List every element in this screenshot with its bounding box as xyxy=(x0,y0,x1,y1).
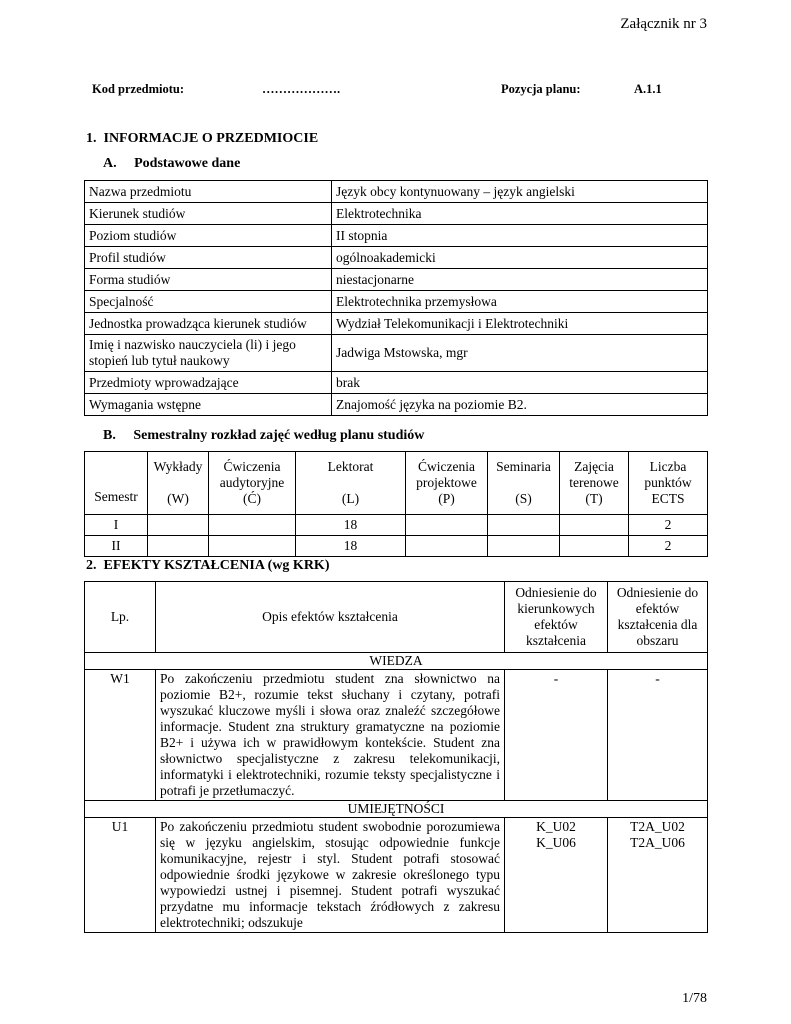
row-label: Profil studiów xyxy=(85,247,332,269)
header-code: (L) xyxy=(341,491,360,506)
header-wyklady xyxy=(148,452,209,515)
obsz-code: T2A_U02 xyxy=(630,819,685,834)
table-header-row xyxy=(85,452,708,515)
row-label: Specjalność xyxy=(85,291,332,313)
table-row xyxy=(85,203,708,225)
table-row xyxy=(85,247,708,269)
cell-w xyxy=(148,536,209,557)
cell-l: 18 xyxy=(296,536,406,557)
header-label: Zajęcia terenowe xyxy=(569,459,619,490)
header-label: Wykłady xyxy=(153,459,203,474)
kod-label: Kod przedmiotu: xyxy=(92,82,185,96)
row-label: Nazwa przedmiotu xyxy=(85,181,332,203)
row-label: Poziom studiów xyxy=(85,225,332,247)
cell-t xyxy=(560,536,629,557)
cell-opis: Po zakończeniu przedmiotu student zna słownictwo na poziomie B2+, rozumie tekst słuchany i czytany, potrafi wyszukać kluczowe myśli i słowa oraz znaleźć szczegółowe informacje. Student zna struktury gramatyczne na poziomie B2+ i używa ich w prawidłowym kontekście. Student zna słownictwo specjalistyczne z zakresu telekomunikacji, informatyki i elektrotechniki, rozumie teksty specjalistyczne i potrafi je przetłumaczyć. xyxy=(156,670,505,801)
cell-l: 18 xyxy=(296,515,406,536)
table-header-row xyxy=(85,582,708,653)
cell-kier xyxy=(505,818,608,933)
cell-ects: 2 xyxy=(629,536,708,557)
header-code: (T) xyxy=(585,491,603,506)
header-label: Ćwiczenia audytoryjne xyxy=(219,459,285,490)
kier-code: K_U02 xyxy=(536,819,576,834)
row-value: Język obcy kontynuowany – język angielski xyxy=(332,181,708,203)
cell-c xyxy=(209,515,296,536)
cell-w xyxy=(148,515,209,536)
header-lp: Lp. xyxy=(85,582,156,653)
cell-semestr: II xyxy=(85,536,148,557)
row-label: Wymagania wstępne xyxy=(85,394,332,416)
header-code: (Ć) xyxy=(243,491,261,506)
cell-c xyxy=(209,536,296,557)
section1-title: 1. INFORMACJE O PRZEDMIOCIE xyxy=(86,131,319,146)
cell-lp: U1 xyxy=(85,818,156,933)
row-label: Przedmioty wprowadzające xyxy=(85,372,332,394)
header-opis: Opis efektów kształcenia xyxy=(156,582,505,653)
attachment-label: Załącznik nr 3 xyxy=(620,16,707,32)
table-row xyxy=(85,291,708,313)
header-code: (S) xyxy=(515,491,532,506)
section1-subA: A. Podstawowe dane xyxy=(103,156,241,171)
obsz-code: T2A_U06 xyxy=(630,835,685,850)
cell-t xyxy=(560,515,629,536)
row-label: Kierunek studiów xyxy=(85,203,332,225)
learning-outcomes-table xyxy=(84,581,708,933)
header-obszar: Odniesienie do efektów kształcenia dla obszaru xyxy=(608,582,708,653)
row-value: Elektrotechnika xyxy=(332,203,708,225)
cell-obsz xyxy=(608,818,708,933)
header-kierunkowe: Odniesienie do kierunkowych efektów kształcenia xyxy=(505,582,608,653)
header-lektorat xyxy=(296,452,406,515)
section-row-umiejetnosci xyxy=(85,801,708,818)
row-value: Jadwiga Mstowska, mgr xyxy=(332,335,708,372)
header-semestr: Semestr xyxy=(85,452,148,515)
header-seminaria xyxy=(488,452,560,515)
cell-obsz: - xyxy=(608,670,708,801)
page-number: 1/78 xyxy=(682,991,707,1006)
table-row xyxy=(85,181,708,203)
table-row xyxy=(85,818,708,933)
row-value: II stopnia xyxy=(332,225,708,247)
section1-subB: B. Semestralny rozkład zajęć według planu studiów xyxy=(103,428,425,443)
cell-opis: Po zakończeniu przedmiotu student swobodnie porozumiewa się w języku angielskim, stosując odpowiednie funkcje komunikacyjne, rejestr i styl. Student potrafi stosować odpowiednie środki językowe w zakresie określonego typu wypowiedzi ustnej i pisemnej. Student potrafi wyszukać przydatne mu informacje tekstach źródłowych z zakresu elektrotechniki; odszukuje xyxy=(156,818,505,933)
umiejetnosci-heading: UMIEJĘTNOŚCI xyxy=(85,801,708,818)
cell-s xyxy=(488,536,560,557)
wiedza-heading: WIEDZA xyxy=(85,653,708,670)
table-row xyxy=(85,536,708,557)
header-cwiczenia-aud xyxy=(209,452,296,515)
cell-p xyxy=(406,536,488,557)
section2-title: 2. EFEKTY KSZTAŁCENIA (wg KRK) xyxy=(86,558,330,573)
table-row xyxy=(85,372,708,394)
section-row-wiedza xyxy=(85,653,708,670)
table-row xyxy=(85,670,708,801)
row-label: Jednostka prowadząca kierunek studiów xyxy=(85,313,332,335)
header-label: Lektorat xyxy=(327,459,374,474)
row-label: Forma studiów xyxy=(85,269,332,291)
cell-s xyxy=(488,515,560,536)
schedule-table xyxy=(84,451,708,557)
row-value: ogólnoakademicki xyxy=(332,247,708,269)
pozycja-label: Pozycja planu: xyxy=(501,82,581,96)
row-value: niestacjonarne xyxy=(332,269,708,291)
row-value: Elektrotechnika przemysłowa xyxy=(332,291,708,313)
cell-semestr: I xyxy=(85,515,148,536)
cell-ects: 2 xyxy=(629,515,708,536)
cell-kier: - xyxy=(505,670,608,801)
header-code: (P) xyxy=(438,491,455,506)
kod-value: ………………. xyxy=(262,82,341,96)
cell-p xyxy=(406,515,488,536)
table-row xyxy=(85,313,708,335)
basic-data-table xyxy=(84,180,708,416)
table-row xyxy=(85,394,708,416)
table-row xyxy=(85,335,708,372)
table-row xyxy=(85,515,708,536)
pozycja-value: A.1.1 xyxy=(634,82,662,96)
row-value: brak xyxy=(332,372,708,394)
header-code: (W) xyxy=(167,491,189,506)
row-label: Imię i nazwisko nauczyciela (li) i jego stopień lub tytuł naukowy xyxy=(85,335,332,372)
header-zajecia-ter xyxy=(560,452,629,515)
kier-code: K_U06 xyxy=(536,835,576,850)
header-label: Ćwiczenia projektowe xyxy=(416,459,477,490)
header-cwiczenia-proj xyxy=(406,452,488,515)
header-ects: Liczba punktów ECTS xyxy=(629,452,708,515)
row-value: Wydział Telekomunikacji i Elektrotechniki xyxy=(332,313,708,335)
table-row xyxy=(85,269,708,291)
row-value: Znajomość języka na poziomie B2. xyxy=(332,394,708,416)
table-row xyxy=(85,225,708,247)
header-label: Seminaria xyxy=(496,459,551,474)
cell-lp: W1 xyxy=(85,670,156,801)
